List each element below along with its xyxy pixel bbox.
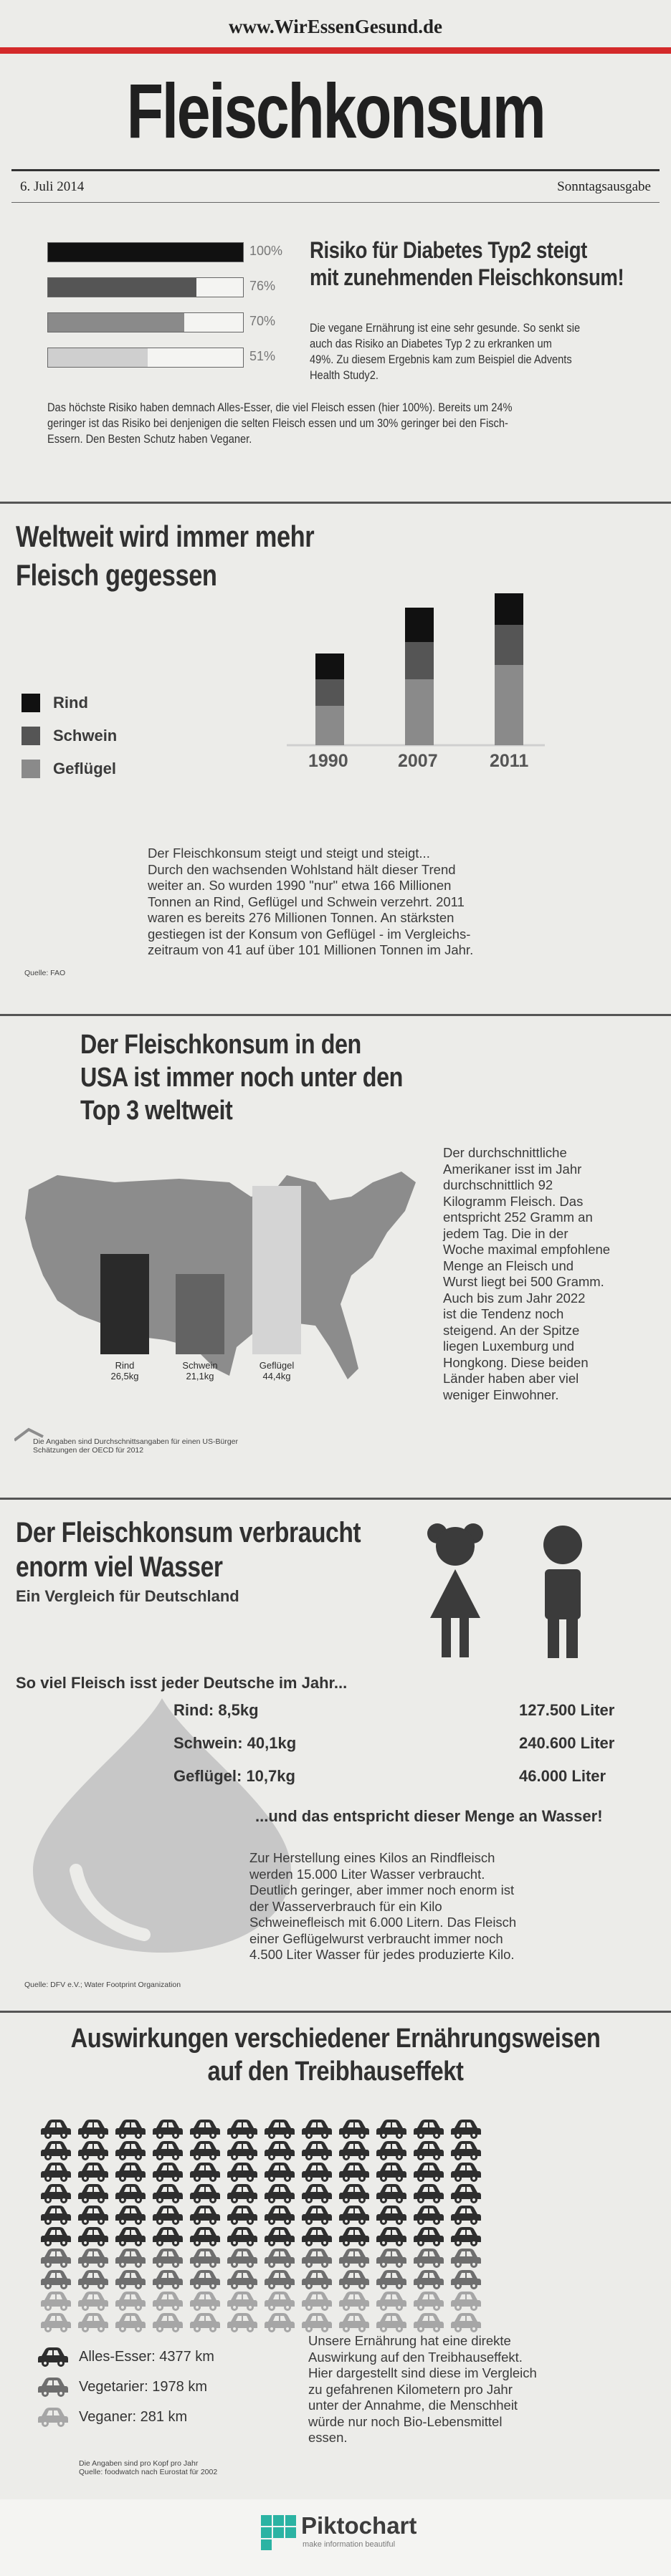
car-icon — [264, 2247, 295, 2269]
car-icon — [264, 2140, 295, 2161]
bar-1990-schwein — [315, 679, 344, 706]
car-icon — [152, 2118, 184, 2140]
car-icon — [413, 2312, 444, 2333]
water-text-line: werden 15.000 Liter Wasser verbraucht. — [249, 1866, 485, 1882]
greenhouse-legend-label: Alles-Esser: 4377 km — [79, 2349, 214, 2365]
car-icon — [450, 2290, 482, 2312]
car-icon — [450, 2226, 482, 2247]
diabetes-bar-fill — [48, 348, 148, 367]
car-icon — [77, 2290, 109, 2312]
car-icon — [115, 2312, 146, 2333]
car-icon — [77, 2226, 109, 2247]
greenhouse-text-line: Auswirkung auf den Treibhauseffekt. — [308, 2349, 523, 2365]
worldwide-heading-line1: Weltweit wird immer mehr — [16, 519, 315, 553]
greenhouse-note-line: Die Angaben sind pro Kopf pro Jahr — [79, 2459, 199, 2468]
car-icon — [301, 2247, 333, 2269]
car-icon — [301, 2290, 333, 2312]
usa-text-line: Woche maximal empfohlene — [443, 1242, 611, 1257]
car-icon — [264, 2204, 295, 2226]
usa-heading-line: Der Fleischkonsum in den — [80, 1030, 361, 1060]
header-rule-bottom — [11, 202, 660, 203]
car-icon — [40, 2161, 72, 2183]
car-icon — [189, 2290, 221, 2312]
car-icon — [376, 2204, 407, 2226]
greenhouse-text-line: zu gefahrenen Kilometern pro Jahr — [308, 2381, 513, 2397]
diabetes-bar-fill — [48, 243, 243, 262]
car-icon — [40, 2290, 72, 2312]
usa-text-line: ist die Tendenz noch — [443, 1306, 564, 1321]
usa-note-line: Die Angaben sind Durchschnittsangaben für einen US-Bürger — [33, 1437, 239, 1446]
usa-text-line: Hongkong. Diese beiden — [443, 1354, 589, 1370]
worldwide-source: Quelle: FAO — [24, 969, 66, 977]
section-divider — [0, 2011, 671, 2013]
legend-label-gefluegel: Geflügel — [53, 760, 117, 777]
usa-bar-label — [168, 1360, 232, 1382]
car-icon — [338, 2312, 370, 2333]
car-icon — [40, 2140, 72, 2161]
diabetes-bar-track — [47, 277, 244, 297]
water-text-line: Zur Herstellung eines Kilos an Rindfleisch — [249, 1850, 495, 1865]
car-icon — [189, 2204, 221, 2226]
car-icon — [413, 2161, 444, 2183]
legend-label-schwein: Schwein — [53, 727, 118, 744]
usa-text-line: Wurst liegt bei 500 Gramm. — [443, 1274, 604, 1289]
car-icon — [264, 2226, 295, 2247]
worldwide-text-line: waren es bereits 276 Millionen Tonnen. An stärksten — [148, 910, 455, 925]
water-text-line: der Wasserverbrauch für ein Kilo — [249, 1898, 442, 1914]
car-icon — [413, 2140, 444, 2161]
greenhouse-text-line: essen. — [308, 2430, 348, 2445]
water-subheading: Ein Vergleich für Deutschland — [16, 1587, 239, 1605]
edition-label: Sonntagsausgabe — [557, 179, 651, 194]
car-icon — [152, 2183, 184, 2204]
water-source: Quelle: DFV e.V.; Water Footprint Organization — [24, 1981, 181, 1989]
car-icon — [115, 2140, 146, 2161]
water-meat-amount: Geflügel: 10,7kg — [173, 1767, 295, 1785]
water-meat-amount: Rind: 8,5kg — [173, 1701, 259, 1719]
tick-2007: 2007 — [398, 751, 438, 771]
worldwide-text-line: Tonnen an Rind, Geflügel und Schwein verzehrt. 2011 — [148, 894, 465, 909]
water-meat-amount: Schwein: 40,1kg — [173, 1734, 297, 1752]
bar-2007-gefluegel — [405, 679, 434, 745]
car-icon — [77, 2161, 109, 2183]
worldwide-text-line: zeitraum von 41 auf über 101 Millionen Tonnen im Jahr. — [148, 942, 474, 957]
car-icon — [338, 2204, 370, 2226]
diabetes-body-line: Essern. Den Besten Schutz haben Veganer. — [47, 432, 252, 446]
car-icon — [338, 2290, 370, 2312]
car-icon — [115, 2204, 146, 2226]
site-url[interactable]: www.WirEssenGesund.de — [228, 16, 443, 37]
car-icon — [40, 2204, 72, 2226]
car-icon — [77, 2247, 109, 2269]
worldwide-heading-line2: Fleisch gegessen — [16, 558, 217, 592]
car-icon — [413, 2269, 444, 2290]
car-icon — [301, 2269, 333, 2290]
bar-2011-rind — [495, 593, 523, 625]
car-icon — [227, 2226, 258, 2247]
diabetes-bar-label: 76% — [249, 279, 276, 293]
car-icon — [40, 2247, 72, 2269]
usa-text-line: steigend. An der Spitze — [443, 1322, 580, 1338]
car-icon — [413, 2118, 444, 2140]
car-icon — [338, 2247, 370, 2269]
car-icon — [450, 2118, 482, 2140]
usa-bar — [100, 1254, 149, 1354]
car-icon — [152, 2290, 184, 2312]
car-icon — [413, 2204, 444, 2226]
bar-1990-gefluegel — [315, 706, 344, 745]
car-icon — [189, 2161, 221, 2183]
worldwide-stacked-chart — [287, 573, 545, 781]
usa-bar-category: Geflügel — [259, 1360, 295, 1371]
usa-heading-line: Top 3 weltweit — [80, 1096, 233, 1126]
car-icon — [115, 2269, 146, 2290]
usa-text-line: durchschnittlich 92 — [443, 1177, 553, 1192]
car-icon — [40, 2226, 72, 2247]
worldwide-text — [148, 846, 606, 959]
car-icon — [189, 2140, 221, 2161]
usa-bar — [176, 1274, 224, 1354]
car-icon — [413, 2183, 444, 2204]
car-icon — [189, 2247, 221, 2269]
car-icon — [152, 2161, 184, 2183]
car-icon — [376, 2247, 407, 2269]
car-icon — [227, 2247, 258, 2269]
car-icon — [152, 2269, 184, 2290]
car-icon — [450, 2312, 482, 2333]
bar-2011-schwein — [495, 625, 523, 665]
car-icon — [338, 2161, 370, 2183]
car-icon — [450, 2140, 482, 2161]
header-accent-line — [0, 47, 671, 54]
greenhouse-text-line: Unsere Ernährung hat eine direkte — [308, 2333, 511, 2348]
car-icon — [115, 2183, 146, 2204]
car-icon — [40, 2118, 72, 2140]
diabetes-bar-track — [47, 312, 244, 332]
car-icon — [376, 2312, 407, 2333]
diabetes-bar-label: 100% — [249, 244, 283, 258]
water-liters: 240.600 Liter — [519, 1734, 615, 1752]
diabetes-heading-line2: mit zunehmenden Fleischkonsum! — [310, 264, 624, 290]
diabetes-body-text — [47, 400, 664, 447]
car-icon — [227, 2204, 258, 2226]
diabetes-body-line: Das höchste Risiko haben demnach Alles-Esser, die viel Fleisch essen (hier 100%). Bereits um 24% — [47, 401, 513, 414]
greenhouse-heading-line1: Auswirkungen verschiedener Ernährungsweisen — [70, 2024, 601, 2054]
diabetes-bar-label: 51% — [249, 349, 276, 363]
car-icon — [115, 2247, 146, 2269]
car-icon — [413, 2226, 444, 2247]
water-text-line: einer Geflügelwurst verbraucht immer noch — [249, 1930, 503, 1946]
car-icon — [376, 2290, 407, 2312]
greenhouse-note-line: Quelle: foodwatch nach Eurostat für 2002 — [79, 2468, 218, 2476]
car-icon — [376, 2140, 407, 2161]
diabetes-heading-line1: Risiko für Diabetes Typ2 steigt — [310, 237, 587, 263]
usa-bar-value: 21,1kg — [186, 1371, 214, 1382]
car-icon — [413, 2290, 444, 2312]
boy-icon — [530, 1518, 595, 1661]
water-liters: 127.500 Liter — [519, 1701, 615, 1719]
legend-swatch-gefluegel — [22, 760, 40, 778]
usa-text-line: jedem Tag. Die in der — [443, 1225, 568, 1241]
car-icon — [264, 2118, 295, 2140]
car-icon — [338, 2118, 370, 2140]
car-icon — [338, 2269, 370, 2290]
section-divider — [0, 502, 671, 504]
car-icon — [301, 2183, 333, 2204]
usa-text-line: Menge an Fleisch und — [443, 1258, 574, 1273]
car-icon — [301, 2161, 333, 2183]
greenhouse-note — [79, 2459, 217, 2476]
usa-bar-value: 44,4kg — [262, 1371, 291, 1382]
usa-bar-value: 26,5kg — [110, 1371, 139, 1382]
legend-swatch-rind — [22, 694, 40, 712]
car-icon — [376, 2183, 407, 2204]
car-icon — [264, 2269, 295, 2290]
car-icon — [338, 2226, 370, 2247]
section-divider — [0, 1014, 671, 1016]
water-text-line: Deutlich geringer, aber immer noch enorm ist — [249, 1882, 515, 1897]
water-liters: 46.000 Liter — [519, 1767, 606, 1785]
greenhouse-heading-line2: auf den Treibhauseffekt — [207, 2057, 464, 2087]
car-icon — [115, 2226, 146, 2247]
diabetes-body-line: geringer ist das Risiko bei denjenigen die selten Fleisch essen und um 30% geringer bei den Fisch- — [47, 416, 508, 430]
usa-bar-category: Rind — [115, 1360, 135, 1371]
section-divider — [0, 1498, 671, 1500]
bar-2007-rind — [405, 608, 434, 642]
greenhouse-text — [308, 2333, 652, 2446]
usa-bar-label — [93, 1360, 156, 1382]
car-icon — [189, 2118, 221, 2140]
car-icon — [115, 2161, 146, 2183]
legend-label-rind: Rind — [53, 694, 88, 712]
usa-heading-line: USA ist immer noch unter den — [80, 1063, 403, 1093]
car-icon — [152, 2247, 184, 2269]
diabetes-bar-fill — [48, 278, 196, 297]
car-icon — [40, 2183, 72, 2204]
car-icon — [450, 2269, 482, 2290]
car-icon — [264, 2183, 295, 2204]
car-icon — [376, 2118, 407, 2140]
footer-brand[interactable]: Piktochart — [301, 2512, 417, 2539]
car-icon — [189, 2183, 221, 2204]
car-icon — [450, 2204, 482, 2226]
usa-text-line: Auch bis zum Jahr 2022 — [443, 1290, 586, 1306]
car-icon — [227, 2183, 258, 2204]
usa-note — [33, 1437, 238, 1455]
diabetes-bar-fill — [48, 313, 184, 332]
diabetes-side-text — [310, 320, 655, 383]
water-tail: ...und das entspricht dieser Menge an Wasser! — [255, 1807, 603, 1825]
car-icon — [450, 2183, 482, 2204]
car-icon — [77, 2312, 109, 2333]
car-icon — [37, 2406, 69, 2428]
car-icon — [227, 2269, 258, 2290]
diabetes-bar-track — [47, 242, 244, 262]
usa-text-line: Der durchschnittliche — [443, 1145, 567, 1160]
bar-2007-schwein — [405, 642, 434, 679]
car-icon — [77, 2269, 109, 2290]
tick-1990: 1990 — [308, 751, 348, 771]
car-icon — [227, 2312, 258, 2333]
car-icon — [189, 2226, 221, 2247]
bar-2011-gefluegel — [495, 665, 523, 745]
greenhouse-text-line: würde nur noch Bio-Lebensmittel — [308, 2413, 503, 2429]
greenhouse-heading — [47, 2022, 624, 2088]
car-icon — [450, 2161, 482, 2183]
usa-bar-label — [245, 1360, 308, 1382]
car-icon — [338, 2183, 370, 2204]
worldwide-text-line: Der Fleischkonsum steigt und steigt und steigt... — [148, 846, 430, 861]
water-heading-line2: enorm viel Wasser — [16, 1551, 223, 1583]
car-icon — [77, 2118, 109, 2140]
car-icon — [227, 2118, 258, 2140]
car-icon — [77, 2183, 109, 2204]
bar-1990-rind — [315, 653, 344, 679]
diabetes-side-line: Health Study2. — [310, 368, 379, 382]
usa-text — [443, 1145, 658, 1403]
usa-bar-category: Schwein — [182, 1360, 218, 1371]
car-icon — [37, 2376, 69, 2398]
car-icon — [152, 2140, 184, 2161]
diabetes-heading — [310, 236, 655, 291]
car-icon — [376, 2161, 407, 2183]
greenhouse-legend-label: Veganer: 281 km — [79, 2409, 188, 2425]
usa-text-line: Amerikaner isst im Jahr — [443, 1161, 582, 1177]
car-icon — [338, 2140, 370, 2161]
car-icon — [301, 2312, 333, 2333]
usa-text-line: liegen Luxemburg und — [443, 1339, 575, 1354]
car-icon — [301, 2204, 333, 2226]
footer-tagline: make information beautiful — [303, 2540, 396, 2549]
water-text-line: Schweinefleisch mit 6.000 Litern. Das Fleisch — [249, 1915, 517, 1930]
piktochart-logo-icon[interactable] — [261, 2515, 297, 2551]
car-icon — [77, 2204, 109, 2226]
car-icon — [77, 2140, 109, 2161]
usa-text-line: Kilogramm Fleisch. Das — [443, 1193, 584, 1209]
worldwide-text-line: weiter an. So wurden 1990 "nur" etwa 166 Millionen — [148, 878, 452, 893]
car-icon — [152, 2312, 184, 2333]
car-icon — [413, 2247, 444, 2269]
usa-text-line: Länder haben aber viel — [443, 1371, 579, 1386]
worldwide-text-line: gestiegen ist der Konsum von Geflügel - im Vergleichs- — [148, 926, 471, 942]
car-icon — [152, 2204, 184, 2226]
car-icon — [189, 2312, 221, 2333]
car-icon — [301, 2118, 333, 2140]
legend-swatch-schwein — [22, 727, 40, 745]
usa-note-line: Schätzungen der OECD für 2012 — [33, 1446, 144, 1455]
car-icon — [264, 2290, 295, 2312]
car-icon — [264, 2312, 295, 2333]
worldwide-text-line: Durch den wachsenden Wohlstand hält dieser Trend — [148, 861, 456, 877]
usa-text-line: weniger Einwohner. — [443, 1387, 559, 1402]
car-icon — [376, 2226, 407, 2247]
girl-icon — [423, 1518, 487, 1661]
car-icon — [189, 2269, 221, 2290]
diabetes-bar-label: 70% — [249, 314, 276, 328]
car-icon — [227, 2161, 258, 2183]
car-icon — [40, 2269, 72, 2290]
greenhouse-text-line: unter der Annahme, die Menschheit — [308, 2398, 518, 2413]
car-icon — [376, 2269, 407, 2290]
diabetes-side-line: 49%. Zu diesem Ergebnis kam zum Beispiel die Advents — [310, 353, 572, 366]
car-icon — [450, 2247, 482, 2269]
header-rule-top — [11, 169, 660, 171]
car-icon — [227, 2290, 258, 2312]
issue-date: 6. Juli 2014 — [20, 179, 85, 194]
car-icon — [115, 2290, 146, 2312]
usa-heading — [80, 1028, 568, 1127]
water-intro: So viel Fleisch isst jeder Deutsche im Jahr... — [16, 1674, 348, 1692]
usa-text-line: entspricht 252 Gramm an — [443, 1210, 593, 1225]
car-icon — [115, 2118, 146, 2140]
car-icon — [301, 2226, 333, 2247]
water-text-line: 4.500 Liter Wasser für jedes produzierte Kilo. — [249, 1947, 515, 1962]
usa-bar — [252, 1186, 301, 1354]
car-icon — [152, 2226, 184, 2247]
tick-2011: 2011 — [490, 751, 529, 771]
page-title: Fleischkonsum — [126, 67, 545, 154]
diabetes-side-line: Die vegane Ernährung ist eine sehr gesunde. So senkt sie — [310, 321, 581, 335]
water-text — [249, 1850, 658, 1963]
greenhouse-legend-label: Vegetarier: 1978 km — [79, 2379, 207, 2395]
car-icon — [264, 2161, 295, 2183]
car-icon — [227, 2140, 258, 2161]
car-icon — [301, 2140, 333, 2161]
diabetes-side-line: auch das Risiko an Diabetes Typ 2 zu erkranken um — [310, 337, 552, 350]
water-heading-line1: Der Fleischkonsum verbraucht — [16, 1517, 361, 1548]
diabetes-bar-track — [47, 348, 244, 368]
greenhouse-text-line: Hier dargestellt sind diese im Vergleich — [308, 2365, 537, 2380]
car-icon — [40, 2312, 72, 2333]
car-icon — [37, 2346, 69, 2367]
